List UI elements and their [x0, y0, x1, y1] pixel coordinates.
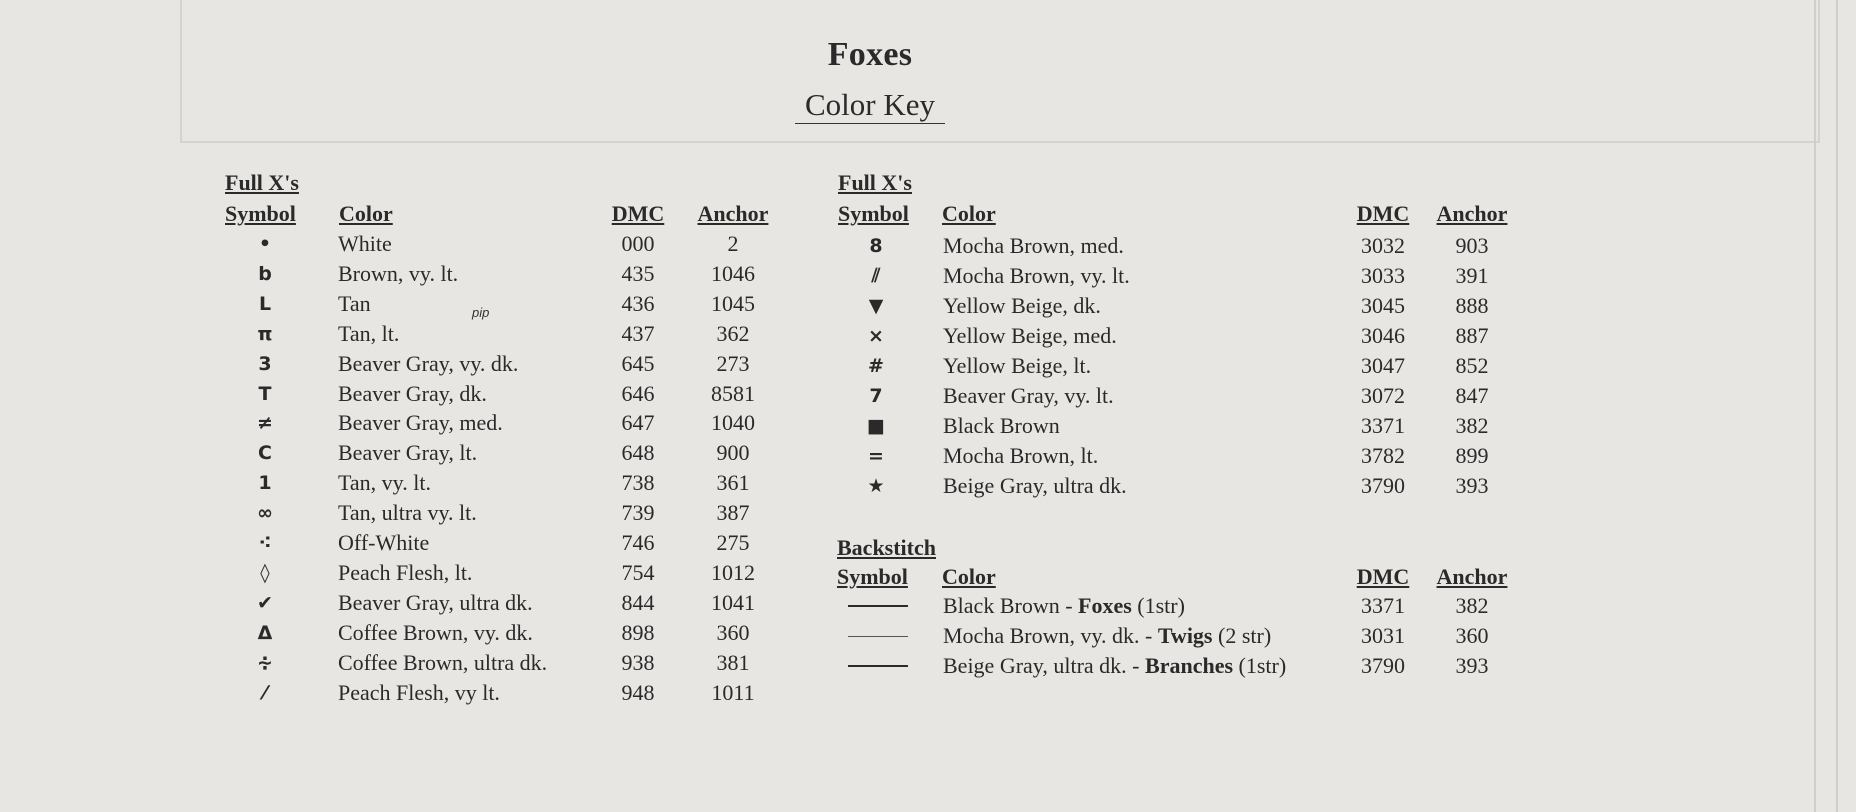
- table-row: [0, 321, 1800, 351]
- anchor-code: 360: [716, 619, 750, 645]
- color-name: Coffee Brown, ultra dk.: [338, 649, 548, 675]
- color-prefix: Mocha Brown, vy. dk. -: [943, 623, 1158, 648]
- color-name: Beaver Gray, med.: [338, 410, 503, 436]
- table-row: [0, 231, 1800, 261]
- dmc-code: 3790: [1361, 653, 1405, 678]
- left-anchor-header: Anchor: [697, 201, 769, 226]
- anchor-code: 391: [1455, 263, 1489, 288]
- anchor-code: 903: [1455, 233, 1489, 258]
- backstitch-section-header: Backstitch: [837, 535, 936, 560]
- dmc-code: 739: [621, 500, 655, 526]
- anchor-code: 1041: [711, 589, 755, 615]
- dmc-code: 3072: [1361, 383, 1405, 408]
- dmc-code: 437: [621, 320, 655, 346]
- dmc-code: 938: [621, 649, 655, 675]
- anchor-code: 1045: [711, 290, 755, 316]
- anchor-code: 382: [1455, 593, 1489, 618]
- table-row: [0, 498, 1800, 528]
- anchor-code: 887: [1455, 323, 1489, 348]
- letter-l-symbol-icon: L: [258, 292, 272, 315]
- right-dmc-header: DMC: [1356, 201, 1410, 226]
- color-name: Beaver Gray, vy. dk.: [338, 350, 519, 376]
- color-name: Brown, vy. lt.: [338, 260, 459, 286]
- color-name: Coffee Brown, vy. dk.: [338, 619, 533, 645]
- thin-stitch-line-icon: [848, 636, 908, 637]
- color-name: Tan, vy. lt.: [338, 470, 431, 496]
- digit-8-symbol-icon: 8: [869, 235, 883, 257]
- color-bold-label: Branches: [1145, 653, 1234, 678]
- hash-symbol-icon: #: [868, 355, 884, 377]
- color-prefix: Black Brown -: [943, 593, 1079, 618]
- color-suffix: (1str): [1233, 653, 1287, 678]
- color-bold-label: Twigs: [1157, 623, 1213, 648]
- color-name: Beaver Gray, lt.: [338, 440, 478, 466]
- color-name: Tan: [338, 290, 371, 316]
- left-symbol-header: Symbol: [225, 201, 296, 226]
- dmc-code: 3782: [1361, 443, 1405, 468]
- dmc-code: 435: [621, 260, 655, 286]
- dmc-code: 3790: [1361, 473, 1405, 498]
- dmc-code: 646: [621, 380, 655, 406]
- infinity-symbol-icon: ∞: [257, 502, 273, 525]
- right-color-header: Color: [942, 201, 996, 226]
- anchor-code: 2: [727, 231, 739, 256]
- anchor-code: 382: [1455, 413, 1489, 438]
- dmc-code: 648: [621, 440, 655, 466]
- dmc-code: 3371: [1361, 413, 1405, 438]
- anchor-code: 360: [1455, 623, 1489, 648]
- color-name: Mocha Brown, lt.: [943, 443, 1099, 468]
- table-row: [0, 678, 1800, 708]
- page-edge-line: [1836, 0, 1838, 812]
- dmc-code: 3031: [1361, 623, 1405, 648]
- table-row: [0, 471, 1800, 501]
- thick-stitch-line-icon: [848, 665, 908, 667]
- right-symbol-header: Symbol: [838, 201, 909, 226]
- color-name: Tan, ultra vy. lt.: [338, 500, 477, 526]
- triangle-outline-symbol-icon: Δ: [257, 621, 273, 644]
- color-name: Peach Flesh, vy lt.: [338, 679, 500, 705]
- dmc-code: 746: [621, 530, 655, 555]
- not-equal-symbol-icon: ≠: [257, 412, 273, 435]
- right-anchor-header: Anchor: [1436, 201, 1508, 226]
- anchor-code: 273: [716, 350, 750, 376]
- anchor-code: 387: [716, 500, 750, 526]
- division-plus-symbol-icon: ∻: [257, 651, 273, 674]
- color-name: Mocha Brown, vy. lt.: [943, 263, 1130, 288]
- stray-handwritten-note: pip: [472, 305, 490, 320]
- thick-stitch-line-icon: [848, 605, 908, 607]
- anchor-code: 393: [1455, 653, 1489, 678]
- dmc-code: 3045: [1361, 293, 1405, 318]
- table-row: [0, 621, 1800, 651]
- dmc-code: 436: [621, 290, 655, 316]
- left-dmc-header: DMC: [611, 201, 665, 226]
- page-edge-line: [1814, 0, 1816, 812]
- color-suffix: (2 str): [1212, 623, 1272, 648]
- anchor-code: 899: [1455, 443, 1489, 468]
- filled-square-symbol-icon: ■: [867, 415, 885, 437]
- digit-7-symbol-icon: 7: [869, 385, 883, 407]
- color-name: Yellow Beige, lt.: [943, 353, 1092, 378]
- backstitch-dmc-header: DMC: [1356, 564, 1410, 589]
- dmc-code: 898: [621, 619, 655, 645]
- color-suffix: (1str): [1131, 593, 1185, 618]
- anchor-code: 362: [716, 320, 750, 346]
- color-name: Black Brown: [943, 413, 1060, 438]
- backstitch-symbol-header: Symbol: [837, 564, 908, 589]
- table-row: [0, 441, 1800, 471]
- anchor-code: 361: [716, 470, 750, 496]
- letter-b-symbol-icon: b: [258, 262, 272, 285]
- anchor-code: 1046: [711, 260, 755, 286]
- dot-symbol-icon: •: [258, 233, 272, 255]
- table-row: [0, 381, 1800, 411]
- x-mark-symbol-icon: ×: [868, 325, 884, 347]
- table-row: [0, 591, 1800, 621]
- table-row: [0, 351, 1800, 381]
- anchor-code: 381: [716, 649, 750, 675]
- slash-symbol-icon: ⁄: [263, 681, 267, 704]
- digit-3-symbol-icon: 3: [258, 352, 272, 375]
- table-row: [0, 651, 1800, 681]
- anchor-code: 852: [1455, 353, 1489, 378]
- page-title: Foxes: [827, 36, 913, 73]
- anchor-code: 1011: [711, 679, 755, 705]
- color-name: Beaver Gray, vy. lt.: [943, 383, 1114, 408]
- star-symbol-icon: ★: [867, 475, 885, 497]
- anchor-code: 888: [1455, 293, 1489, 318]
- letter-c-symbol-icon: C: [258, 442, 272, 465]
- dmc-code: 645: [621, 350, 655, 376]
- color-name: Beaver Gray, ultra dk.: [338, 589, 533, 615]
- page-subtitle: Color Key: [795, 87, 945, 124]
- color-name: Tan, lt.: [338, 320, 400, 346]
- digit-1-symbol-icon: 1: [258, 472, 272, 495]
- anchor-code: 847: [1455, 383, 1489, 408]
- table-row: [0, 411, 1800, 441]
- dmc-code: 844: [621, 589, 655, 615]
- check-mark-symbol-icon: ✔: [257, 591, 273, 614]
- equals-symbol-icon: =: [868, 445, 884, 467]
- anchor-code: 275: [716, 530, 750, 555]
- color-name: Beige Gray, ultra dk.: [943, 473, 1127, 498]
- dmc-code: 3046: [1361, 323, 1405, 348]
- dmc-code: 754: [621, 559, 655, 585]
- color-name: Yellow Beige, med.: [943, 323, 1117, 348]
- dmc-code: 3371: [1361, 593, 1405, 618]
- pi-symbol-icon: π: [257, 322, 273, 345]
- right-section-header: Full X's: [838, 170, 912, 195]
- color-prefix: Beige Gray, ultra dk. -: [943, 653, 1146, 678]
- dmc-code: 000: [621, 231, 655, 256]
- color-name: [943, 651, 1286, 681]
- dmc-code: 3032: [1361, 233, 1405, 258]
- double-slash-symbol-icon: ⫽: [871, 265, 881, 287]
- color-name: White: [338, 231, 392, 256]
- three-dots-symbol-icon: ⁖: [258, 532, 272, 554]
- color-name: [943, 621, 1271, 651]
- anchor-code: 900: [716, 440, 750, 466]
- table-row: [0, 261, 1800, 291]
- dmc-code: 647: [621, 410, 655, 436]
- dmc-code: 738: [621, 470, 655, 496]
- color-name: Beaver Gray, dk.: [338, 380, 487, 406]
- anchor-code: 1040: [711, 410, 755, 436]
- anchor-code: 8581: [711, 380, 755, 406]
- anchor-code: 1012: [711, 559, 755, 585]
- color-name: Yellow Beige, dk.: [943, 293, 1101, 318]
- left-section-header: Full X's: [225, 170, 299, 195]
- dmc-code: 3047: [1361, 353, 1405, 378]
- table-row: [0, 291, 1800, 321]
- color-name: Peach Flesh, lt.: [338, 559, 473, 585]
- backstitch-color-header: Color: [942, 564, 996, 589]
- dmc-code: 3033: [1361, 263, 1405, 288]
- color-name: Off-White: [338, 530, 430, 555]
- color-name: [943, 591, 1185, 621]
- diamond-symbol-icon: ◊: [260, 561, 270, 584]
- anchor-code: 393: [1455, 473, 1489, 498]
- color-bold-label: Foxes: [1078, 593, 1132, 618]
- triangle-down-symbol-icon: ▼: [868, 295, 884, 317]
- left-color-header: Color: [339, 201, 393, 226]
- dmc-code: 948: [621, 679, 655, 705]
- color-name: Mocha Brown, med.: [943, 233, 1124, 258]
- backstitch-anchor-header: Anchor: [1436, 564, 1508, 589]
- letter-t-symbol-icon: T: [258, 382, 272, 405]
